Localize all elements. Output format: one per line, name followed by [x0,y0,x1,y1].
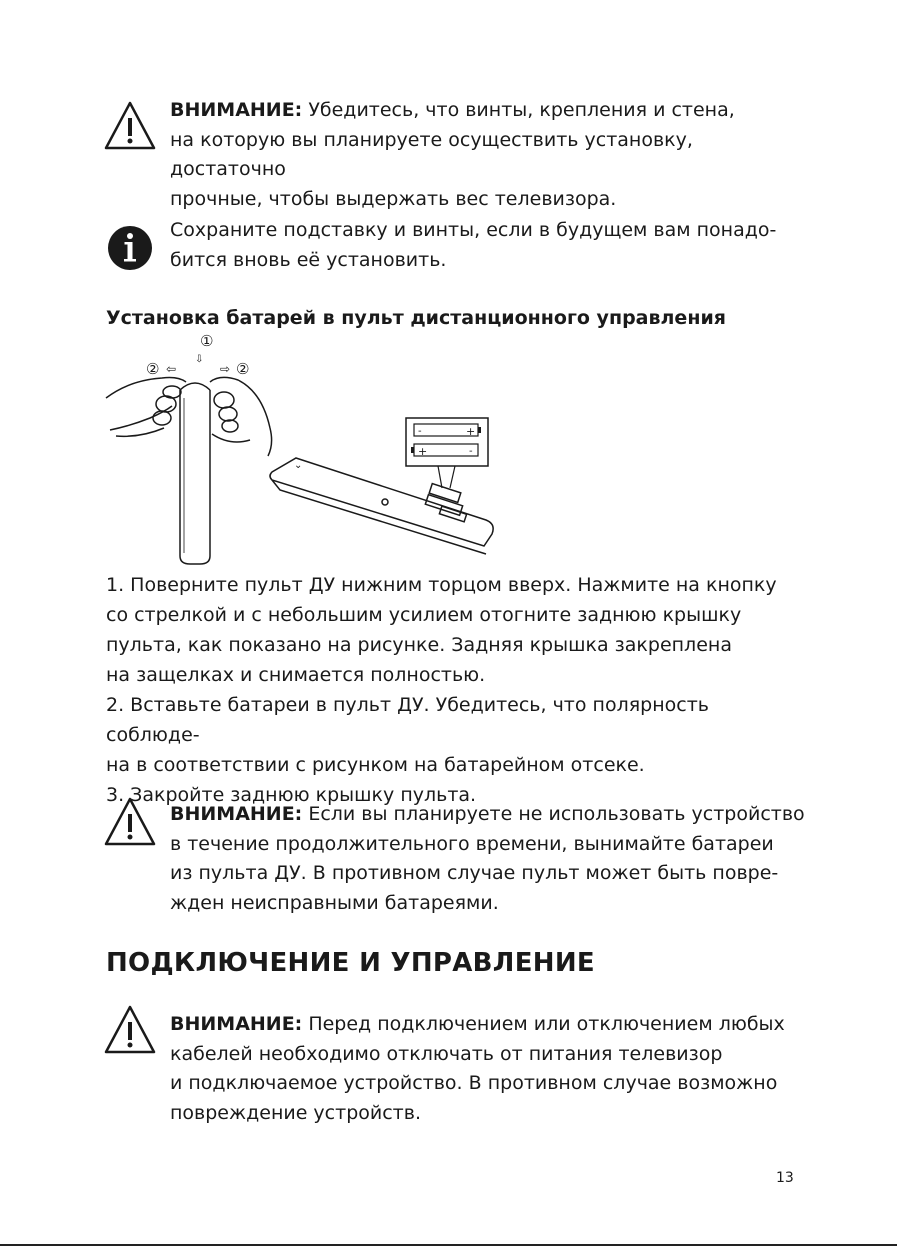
warning-line: повреждение устройств. [170,1102,421,1125]
step-line: пульта, как показано на рисунке. Задняя крышка закреплена [106,634,732,656]
right-hand [210,377,272,456]
battery-installation-illustration [100,328,520,568]
warning-label: ВНИМАНИЕ: [170,803,303,825]
step-2-marker-left: ② [146,360,160,378]
step-line: на в соответствии с рисунком на батарейном отсеке. [106,754,645,776]
battery-plus-label: + [466,425,476,438]
info-text-1 [170,216,810,275]
warning-line: в течение продолжительного времени, вынимайте батареи [170,832,774,855]
warning-label: ВНИМАНИЕ: [170,99,303,121]
step-line: 2. Вставьте батареи в пульт ДУ. Убедитесь, что полярность соблюде- [106,694,709,746]
info-line: Сохраните подставку и винты, если в будущем вам понадо- [170,219,777,241]
warning-line: и подключаемое устройство. В противном случае возможно [170,1072,778,1095]
battery-section-title: Установка батарей в пульт дистанционного управления [106,307,726,329]
warning-icon [104,1004,156,1056]
step-1-marker: ① [200,332,214,350]
step-2-marker-right: ② [236,360,250,378]
battery-diagram [406,418,488,488]
warning-label: ВНИМАНИЕ: [170,1013,303,1035]
bottom-divider [0,1244,897,1246]
left-arrow-icon: ⇦ [166,362,177,376]
svg-text:⌄: ⌄ [294,460,303,471]
warning-text-2 [170,800,810,919]
warning-line: Если вы планируете не использовать устройство [302,803,805,825]
down-arrow-icon: ⇩ [195,354,204,365]
battery-plus-label: + [418,445,428,458]
warning-line: Убедитесь, что винты, крепления и стена, [302,99,735,121]
info-line: бится вновь её установить. [170,248,447,271]
warning-text-1 [170,96,810,215]
battery-minus-label: - [469,446,473,457]
connection-section-title: ПОДКЛЮЧЕНИЕ И УПРАВЛЕНИЕ [106,948,595,978]
warning-line: на которую вы планируете осуществить установку, достаточно [170,128,693,181]
step-line: 1. Поверните пульт ДУ нижним торцом вверх. Нажмите на кнопку [106,574,777,596]
left-hand [106,378,186,437]
battery-steps [106,570,806,810]
info-icon [104,222,156,274]
remote-vertical [180,383,210,564]
warning-line: из пульта ДУ. В противном случае пульт может быть повре- [170,862,779,885]
warning-icon [104,100,156,152]
warning-text-3 [170,1010,810,1129]
page-number: 13 [776,1170,794,1186]
battery-minus-label: - [418,426,422,437]
right-arrow-icon: ⇨ [220,362,231,376]
warning-line: прочные, чтобы выдержать вес телевизора. [170,188,617,211]
step-line: 3. Закройте заднюю крышку пульта. [106,784,477,806]
step-line: со стрелкой и с небольшим усилием отогните заднюю крышку [106,604,742,626]
warning-line: Перед подключением или отключением любых [302,1013,785,1035]
warning-line: жден неисправными батареями. [170,892,499,915]
warning-icon [104,796,156,848]
remote-horizontal [270,458,493,554]
step-line: на защелках и снимается полностью. [106,664,486,686]
warning-line: кабелей необходимо отключать от питания телевизор [170,1042,723,1065]
